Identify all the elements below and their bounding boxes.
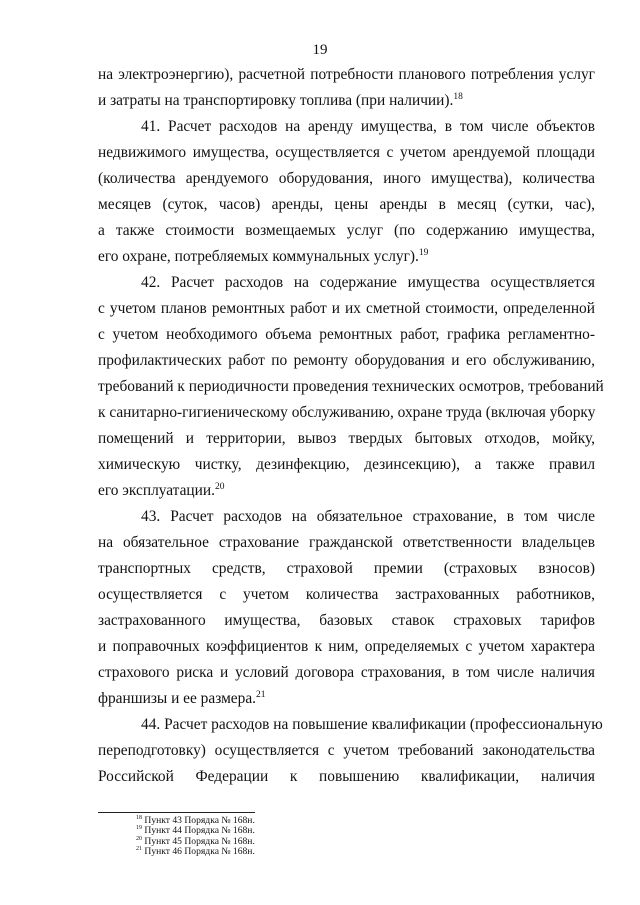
text-line	[98, 634, 595, 660]
line-text: а также стоимости возмещаемых услуг (по содержанию имущества,	[98, 222, 595, 239]
text-line	[98, 452, 595, 478]
line-text: недвижимого имущества, осуществляется с учетом арендуемой площади	[98, 144, 595, 161]
line-text: к санитарно-гигиеническому обслуживанию, охране труда (включая уборку	[98, 404, 596, 421]
footnote-separator	[98, 812, 255, 813]
line-text: транспортных средств, страховой премии (страховых взносов)	[98, 560, 595, 577]
line-text: 44. Расчет расходов на повышение квалификации (профессиональную	[141, 716, 603, 733]
line-text: с учетом планов ремонтных работ и их сметной стоимости, определенной	[98, 300, 595, 317]
text-line	[98, 166, 595, 192]
text-line	[98, 192, 595, 218]
text-line	[98, 244, 595, 270]
text-line	[98, 374, 604, 400]
line-text: месяцев (суток, часов) аренды, цены аренды в месяц (сутки, час),	[98, 196, 595, 213]
line-text: требований к периодичности проведения технических осмотров, требований	[98, 378, 604, 395]
text-line	[98, 218, 595, 244]
footnote-text: Пункт 43 Порядка № 168н.	[142, 815, 255, 826]
text-line	[98, 140, 595, 166]
paragraph-first-line	[98, 114, 595, 140]
line-text: (количества арендуемого оборудования, иного имущества), количества	[98, 170, 595, 187]
footnote-text: Пункт 46 Порядка № 168н.	[142, 845, 255, 857]
line-text: его эксплуатации.	[98, 482, 215, 499]
line-text: и поправочных коэффициентов к ним, определяемых с учетом характера	[98, 638, 595, 655]
footnote-text: Пункт 45 Порядка № 168н.	[142, 835, 255, 847]
footnote-reference: 19	[418, 247, 429, 258]
line-text: застрахованного имущества, базовых ставок страховых тарифов	[98, 612, 595, 629]
text-line	[98, 296, 595, 322]
text-line	[98, 660, 595, 686]
line-text: 43. Расчет расходов на обязательное страхование, в том числе	[141, 508, 595, 525]
line-text: профилактических работ по ремонту оборудования и его обслуживанию,	[98, 352, 595, 369]
text-line	[98, 426, 595, 452]
text-line	[98, 478, 595, 504]
text-line	[98, 400, 595, 426]
text-line	[98, 348, 595, 374]
line-text: на электроэнергию), расчетной потребности планового потребления услуг	[98, 66, 595, 83]
footnote-reference: 21	[256, 689, 266, 700]
line-text: химическую чистку, дезинфекцию, дезинсекцию), а также правил	[98, 456, 595, 473]
line-text: помещений и территории, вывоз твердых бытовых отходов, мойку,	[98, 430, 595, 447]
page-number: 19	[312, 42, 328, 58]
text-line	[98, 608, 595, 634]
paragraph-first-line	[98, 504, 595, 530]
text-line	[98, 738, 595, 764]
footnote-number: 21	[136, 845, 142, 852]
line-text: 42. Расчет расходов на содержание имущества осуществляется	[141, 274, 595, 291]
footnote-number: 19	[136, 825, 142, 832]
footnote-reference: 18	[453, 91, 463, 102]
line-text: переподготовку) осуществляется с учетом требований законодательства	[98, 742, 595, 759]
line-text: на обязательное страхование гражданской ответственности владельцев	[98, 534, 595, 551]
line-text: и затраты на транспортировку топлива (при наличии).	[98, 92, 454, 109]
footnote-reference: 20	[214, 481, 225, 492]
line-text: с учетом необходимого объема ремонтных работ, графика регламентно-	[98, 326, 595, 343]
document-body	[98, 62, 604, 790]
text-line	[98, 322, 595, 348]
line-text: франшизы и ее размера.	[98, 690, 257, 707]
line-text: Российской Федерации к повышению квалификации, наличия	[98, 768, 595, 785]
footnote-number: 18	[136, 814, 142, 821]
text-line	[98, 556, 595, 582]
text-line	[98, 62, 595, 88]
footnote-item	[136, 847, 255, 857]
footnotes	[136, 816, 255, 857]
line-text: его охране, потребляемых коммунальных услуг).	[98, 248, 419, 265]
text-line	[98, 686, 595, 712]
text-line	[98, 88, 595, 114]
paragraph-first-line	[98, 712, 603, 738]
text-line	[98, 530, 595, 556]
line-text: страхового риска и условий договора страхования, в том числе наличия	[98, 664, 595, 681]
text-line	[98, 764, 595, 790]
text-line	[98, 582, 595, 608]
footnote-number: 20	[136, 835, 142, 842]
line-text: 41. Расчет расходов на аренду имущества, в том числе объектов	[141, 118, 595, 135]
footnote-text: Пункт 44 Порядка № 168н.	[142, 825, 255, 837]
paragraph-first-line	[98, 270, 595, 296]
line-text: осуществляется с учетом количества застрахованных работников,	[98, 586, 595, 603]
